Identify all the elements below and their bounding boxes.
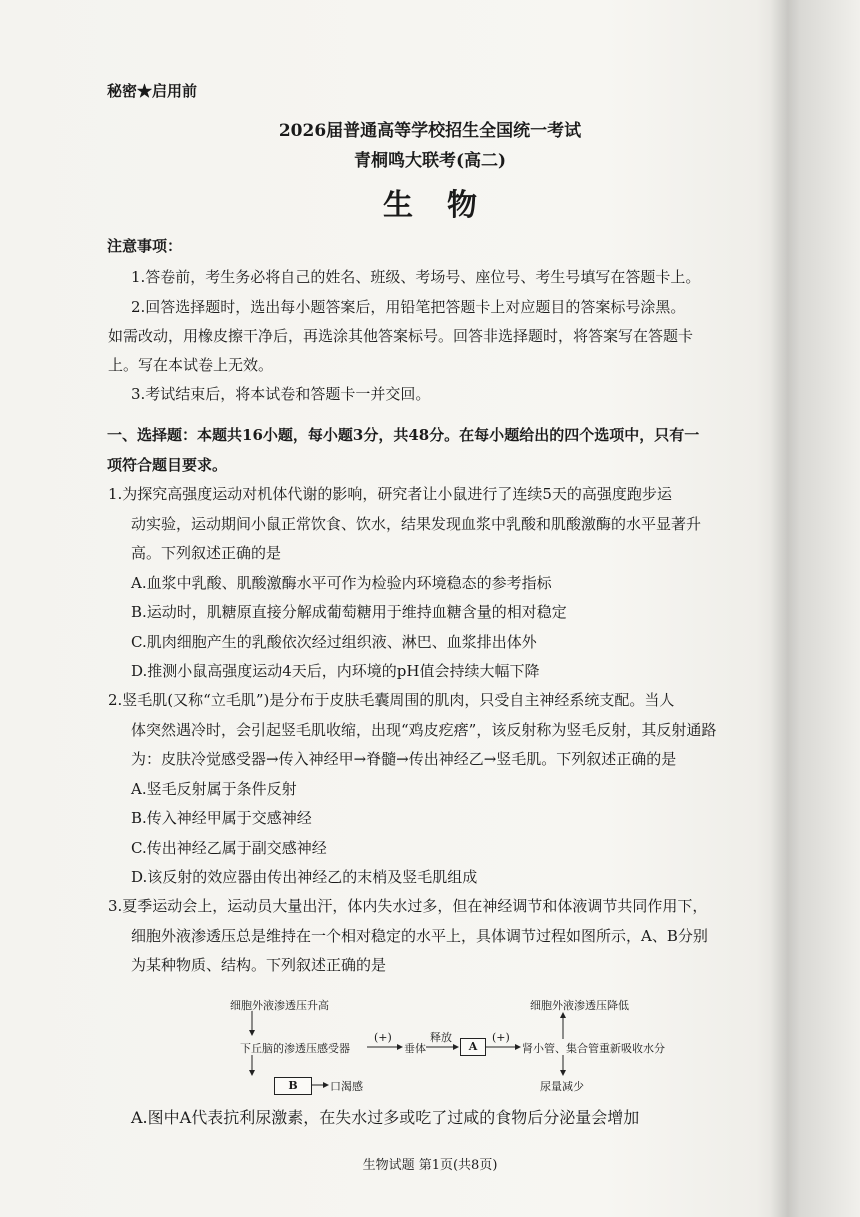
diagram-pituitary: 垂体 [404, 1042, 426, 1055]
q1-option-b: B.运动时，肌糖原直接分解成葡萄糖用于维持血糖含量的相对稳定 [131, 603, 567, 621]
q2-option-b: B.传入神经甲属于交感神经 [131, 809, 312, 827]
diagram-plus-1: (+) [374, 1031, 392, 1044]
notes-line: 2.回答选择题时，选出每小题答案后，用铅笔把答题卡上对应题目的答案标号涂黑。 [131, 298, 686, 316]
notes-line: 如需改动，用橡皮擦干净后，再选涂其他答案标号。回答非选择题时，将答案写在答题卡 [108, 327, 694, 345]
page-footer: 生物试题 第1页(共8页) [362, 1158, 498, 1173]
confidential-mark: 秘密★启用前 [107, 82, 198, 100]
diagram-thirst: 口渴感 [330, 1080, 363, 1093]
q2-option-d: D.该反射的效应器由传出神经乙的末梢及竖毛肌组成 [131, 868, 478, 886]
notes-line: 上。写在本试卷上无效。 [108, 356, 274, 374]
q1-option-a: A.血浆中乳酸、肌酸激酶水平可作为检验内环境稳态的参考指标 [131, 574, 552, 592]
q2-stem: 2.竖毛肌(又称“立毛肌”)是分布于皮肤毛囊周围的肌肉，只受自主神经系统支配。当人 [108, 691, 675, 709]
q1-stem: 高。下列叙述正确的是 [131, 544, 282, 562]
q2-option-c: C.传出神经乙属于副交感神经 [131, 839, 327, 857]
diagram-release: 释放 [430, 1031, 452, 1044]
notes-line: 1.答卷前，考生务必将自己的姓名、班级、考场号、座位号、考生号填写在答题卡上。 [131, 268, 701, 286]
q2-option-a: A.竖毛反射属于条件反射 [131, 780, 297, 798]
q3-option-a: A.图中A代表抗利尿激素，在失水过多或吃了过咸的食物后分泌量会增加 [131, 1108, 640, 1127]
q2-stem: 体突然遇冷时，会引起竖毛肌收缩，出现“鸡皮疙瘩”，该反射称为竖毛反射，其反射通路 [131, 721, 717, 739]
diagram-receptor: 下丘脑的渗透压感受器 [240, 1042, 350, 1055]
diagram-osmotic-fall: 细胞外液渗透压降低 [530, 999, 629, 1012]
q3-stem: 为某种物质、结构。下列叙述正确的是 [131, 956, 387, 974]
notes-line: 3.考试结束后，将本试卷和答题卡一并交回。 [131, 385, 431, 403]
notes-title: 注意事项： [107, 237, 183, 255]
section-heading: 一、选择题：本题共16小题，每小题3分，共48分。在每小题给出的四个选项中，只有一 [107, 426, 700, 444]
q1-stem: 1.为探究高强度运动对机体代谢的影响，研究者让小鼠进行了连续5天的高强度跑步运 [108, 485, 672, 503]
section-heading-cont: 项符合题目要求。 [107, 456, 228, 474]
diagram-box-b: B [274, 1077, 312, 1095]
subject-title: 生物 [383, 188, 511, 223]
q1-stem: 动实验，运动期间小鼠正常饮食、饮水，结果发现血浆中乳酸和肌酸激酶的水平显著升 [131, 515, 702, 533]
exam-subtitle: 青桐鸣大联考(高二) [353, 151, 507, 171]
diagram-kidney-reabsorb: 肾小管、集合管重新吸收水分 [522, 1042, 665, 1055]
q3-stem: 3.夏季运动会上，运动员大量出汗，体内失水过多，但在神经调节和体液调节共同作用下， [108, 897, 708, 915]
q2-stem: 为：皮肤冷觉感受器→传入神经甲→脊髓→传出神经乙→竖毛肌。下列叙述正确的是 [131, 750, 677, 768]
diagram-osmotic-rise: 细胞外液渗透压升高 [230, 999, 329, 1012]
osmotic-regulation-diagram [230, 995, 690, 1097]
q3-stem: 细胞外液渗透压总是维持在一个相对稳定的水平上，具体调节过程如图所示，A、B分别 [131, 927, 708, 945]
diagram-urine-decrease: 尿量减少 [540, 1080, 584, 1093]
q1-option-d: D.推测小鼠高强度运动4天后，内环境的pH值会持续大幅下降 [131, 662, 540, 680]
diagram-box-a: A [460, 1038, 486, 1056]
exam-title: 2026届普通高等学校招生全国统一考试 [278, 121, 582, 141]
q1-option-c: C.肌肉细胞产生的乳酸依次经过组织液、淋巴、血浆排出体外 [131, 633, 537, 651]
diagram-plus-2: (+) [492, 1031, 510, 1044]
